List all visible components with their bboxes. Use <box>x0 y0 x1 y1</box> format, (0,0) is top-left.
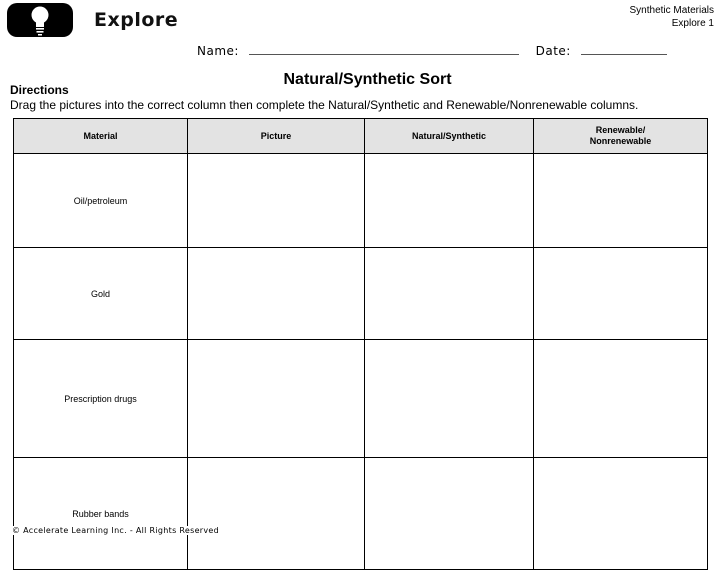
natural-synthetic-cell[interactable] <box>365 458 534 570</box>
table-row <box>14 248 708 340</box>
document-title: Synthetic Materials <box>629 5 714 16</box>
page-title: Natural/Synthetic Sort <box>283 71 452 88</box>
material-cell: Rubber bands <box>14 458 188 570</box>
renewable-header-line2: Nonrenewable <box>589 136 652 146</box>
date-field[interactable] <box>581 45 667 55</box>
table-row <box>14 154 708 248</box>
copyright-footer: © Accelerate Learning Inc. - All Rights Reserved <box>12 526 220 535</box>
renewable-cell[interactable] <box>534 154 708 248</box>
renewable-cell[interactable] <box>534 340 708 458</box>
table-header-row <box>14 119 708 154</box>
date-label: Date: <box>535 44 571 58</box>
renewable-cell[interactable] <box>534 458 708 570</box>
table-row <box>14 458 708 570</box>
picture-drop-cell[interactable] <box>188 458 365 570</box>
document-section: Explore 1 <box>671 18 714 29</box>
document-header <box>630 4 714 30</box>
directions-text: Drag the pictures into the correct column then complete the Natural/Synthetic and Renewable/Nonrenewable columns. <box>10 98 639 112</box>
brand-title: Explore <box>94 9 179 31</box>
renewable-cell[interactable] <box>534 248 708 340</box>
lightbulb-icon <box>7 3 73 37</box>
picture-header: Picture <box>188 119 365 154</box>
name-field[interactable] <box>249 45 519 55</box>
lightbulb-logo <box>7 3 73 37</box>
directions-heading: Directions <box>10 83 69 97</box>
picture-drop-cell[interactable] <box>188 154 365 248</box>
name-label: Name: <box>197 44 239 58</box>
material-header: Material <box>14 119 188 154</box>
natural-synthetic-cell[interactable] <box>365 248 534 340</box>
material-cell: Gold <box>14 248 188 340</box>
natural-synthetic-cell[interactable] <box>365 340 534 458</box>
material-cell: Prescription drugs <box>14 340 188 458</box>
name-date-row <box>197 44 667 58</box>
picture-drop-cell[interactable] <box>188 340 365 458</box>
natural-synthetic-cell[interactable] <box>365 154 534 248</box>
natural-synthetic-header: Natural/Synthetic <box>365 119 534 154</box>
renewable-header <box>534 119 708 154</box>
table-row <box>14 340 708 458</box>
renewable-header-line1: Renewable/ <box>595 125 646 135</box>
sort-table <box>13 118 708 570</box>
picture-drop-cell[interactable] <box>188 248 365 340</box>
material-cell: Oil/petroleum <box>14 154 188 248</box>
